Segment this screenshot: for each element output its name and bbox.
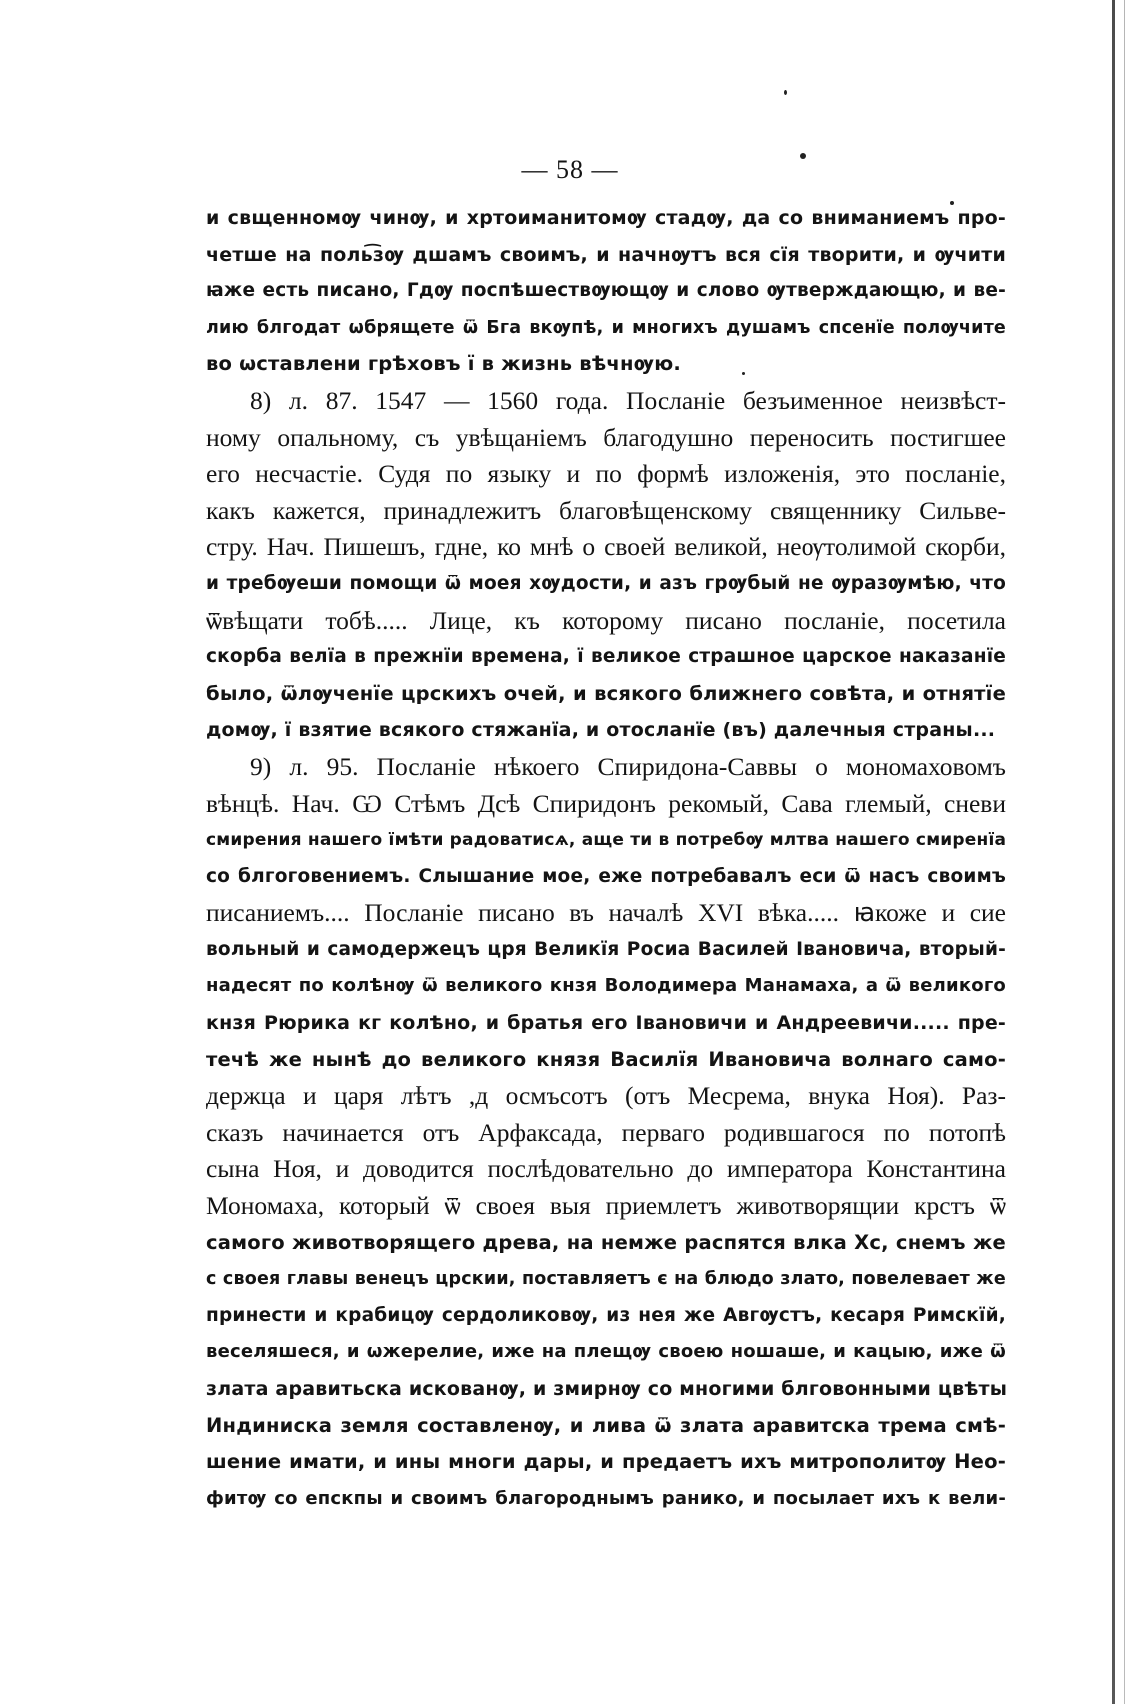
text-line: смирения нашего їмѣти радоватисѧ, аще ти в потребѹ млтва нашего смиренїа	[206, 830, 1007, 851]
text-line: его несчастіе. Судя по языку и по формѣ изложенія, это посланіе,	[206, 459, 1006, 489]
text-line: писаниемъ.... Посланіе писано въ началѣ XVI вѣка..... ꙗкоже и сие	[206, 898, 1006, 928]
text-body	[206, 200, 1006, 1517]
text-line: злата аравитьска искованѹ, и змирнѹ со многими блговонными цвѣты	[206, 1378, 1008, 1400]
text-line: ному опальному, съ увѣщаніемъ благодушно переносить постигшее	[206, 422, 1006, 452]
text-line: сказъ начинается отъ Арфаксада, перваго родившагося по потопѣ	[206, 1117, 1006, 1147]
text-line: вѣнцѣ. Нач. Ѡ Стѣмъ Дсѣ Спиридонъ рекомый, Сава глемый, сневи	[206, 788, 1006, 818]
text-line: Индиниска земля составленѹ, и лива ѿ злата аравитска трема смѣ-	[206, 1413, 1006, 1437]
text-line: четше на поль͡зѹ дшамъ своимъ, и начнѹтъ вся сїя творити, и ѹчити	[206, 243, 1006, 266]
text-line: держца и царя лѣтъ ,д осмъсотъ (отъ Месрема, внука Ноя). Раз-	[206, 1081, 1006, 1111]
text-line: скорба велїа в прежнїи времена, ї великое страшное царское наказанїе	[206, 646, 1006, 668]
text-line: самого животворящего древа, на немже распятся влка Хс, снемъ же	[206, 1230, 1006, 1254]
text-line: течѣ же нынѣ до великого князя Василїя Ивановича волнаго само-	[206, 1047, 1006, 1071]
entry-8-heading-line: 8) л. 87. 1547 — 1560 года. Посланіе безъименное неизвѣст-	[250, 385, 1006, 415]
page-number: — 58 —	[521, 155, 619, 184]
text-line: было, ѿлѹченїе црскихъ очей, и всякого ближнего совѣта, и отнятїе	[206, 681, 1006, 705]
text-line: кнзя Рюрика кг колѣно, и братья его Івановичи и Андреевичи..... пре-	[206, 1012, 1006, 1035]
text-line: лию блгодат ѡбрящете ѿ Бга вкѹпѣ, и многихъ душамъ спсенїе полѹчите	[206, 317, 1006, 338]
page-edge-line-faint	[1124, 0, 1125, 1704]
text-line: ꙗже есть писано, Гдѹ поспѣшествѹющѹ и слово ѹтверждающю, и ве-	[206, 280, 1006, 302]
text-line: Мономаха, который ѿ своея выя приемлетъ животворящии крстъ ѿ	[206, 1191, 1006, 1221]
text-line: стру. Нач. Пишешъ, гдне, ко мнѣ о своей великой, неѹтолимой скорби,	[206, 532, 1006, 562]
text-line: шение имати, и ины многи дары, и предаетъ ихъ митрополитѹ Нео-	[206, 1450, 1006, 1474]
text-line: фитѹ со епскпы и своимъ благороднымъ ранико, и посылает ихъ к вели-	[206, 1487, 1006, 1509]
text-line: надесят по колѣнѹ ѿ великого кнзя Володимера Манамаха, а ѿ великого	[206, 975, 1006, 997]
text-line: со блгоговениемъ. Слышание мое, еже потребавалъ еси ѿ насъ своимъ	[206, 865, 1006, 887]
text-line: сына Ноя, и доводится послѣдовательно до императора Константина	[206, 1154, 1006, 1184]
text-line: с своея главы венецъ црскии, поставляетъ є на блюдо злато, повелевает же	[206, 1269, 1006, 1290]
text-line: во ѡставлени грѣховъ ї в жизнь вѣчнѹю.	[206, 352, 681, 376]
text-line: какъ кажется, принадлежитъ благовѣщенскому священнику Сильве-	[206, 495, 1006, 525]
text-line: принести и крабицѹ сердоликовѹ, из нея же Авгѹстъ, кесаря Римскїй,	[206, 1304, 1006, 1326]
text-line: и требѹеши помощи ѿ моея хѹдости, и азъ грѹбый не ѹразѹмѣю, что	[206, 572, 1006, 594]
text-line: вольный и самодержецъ цря Великїя Росиа Василей Івановича, вторый-	[206, 938, 1006, 960]
text-line: веселяшеся, и ѡжерелие, иже на плещѹ своею ношаше, и кацыю, иже ѿ	[206, 1341, 1006, 1363]
entry-9-heading-line: 9) л. 95. Посланіе нѣкоего Спиридона-Саввы о мономаховомъ	[250, 751, 1006, 781]
text-line: и свщенномѹ чинѹ, и хртоиманитомѹ стадѹ, да со вниманиемъ про-	[206, 207, 1006, 229]
page-edge-line	[1112, 0, 1115, 1704]
text-line: домѹ, ї взятие всякого стяжанїа, и отосланїе (въ) далечныя страны...	[206, 719, 996, 742]
text-line: ѿвѣщати тобѣ..... Лице, къ которому писано посланіе, посетила	[206, 605, 1006, 635]
scan-speck	[784, 90, 787, 95]
